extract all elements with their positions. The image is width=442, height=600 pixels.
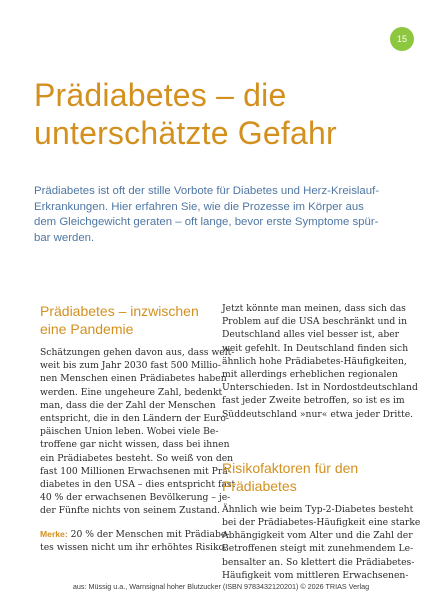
intro-line: Prädiabetes ist oft der stille Vorbote für Diabetes und Herz-Kreislauf- [34,185,380,197]
page-number: 15 [396,34,407,44]
body-line: werden. Eine ungeheure Zahl, bedenkt [40,386,223,398]
body-paragraph-risiko [222,503,421,582]
heading-line: Prädiabetes [222,477,297,494]
section-heading-pandemie [40,302,208,338]
body-line: Häufigkeit vom mittleren Erwachsenen- [222,569,409,581]
body-line: Süddeutschland »nur« etwa jeder Dritte. [222,408,414,420]
body-line: weit bis zum Jahr 2030 fast 500 Millio- [40,360,221,372]
body-line: troffene gar nicht wissen, dass bei ihnen [40,439,230,451]
body-line: mit allerdings erheblichen regionalen [222,369,398,381]
title-line: Prädiabetes – die [34,77,287,113]
body-paragraph [40,346,236,518]
body-line: ähnlich hohe Prädiabetes-Häufigkeiten, [222,355,407,367]
body-line: weit gefehlt. In Deutschland finden sich [222,342,409,354]
body-line: päischen Union leben. Wobei viele Be- [40,426,219,438]
body-line: Problem auf die USA beschränkt und in [222,316,408,328]
source-footer: aus: Müssig u.a., Warnsignal hoher Blutzucker (ISBN 9783432120201) © 2026 TRIAS Verlag [72,582,370,591]
body-line: Schätzungen gehen davon aus, dass welt- [40,347,235,358]
page-number-badge [390,27,414,51]
body-line: Deutschland alles viel besser ist, aber [222,329,400,341]
body-line: Abhängigkeit vom Alter und die Zahl der [222,530,413,542]
body-line: Unterschieden. Ist in Nordostdeutschland [222,382,418,394]
body-line: ein Prädiabetes besteht. So weiß von den [40,452,234,464]
body-line: fast 100 Millionen Erwachsenen mit Prä- [40,465,231,477]
note-label: Merke: [40,528,68,539]
body-line: entspricht, die in den Ländern der Euro- [40,413,230,425]
body-line: bei der Prädiabetes-Häufigkeit eine starke [222,517,421,529]
body-line: bensalter an. So klettert die Prädiabetes- [222,556,415,568]
title-line: unterschätzte Gefahr [34,115,337,151]
body-line: 40 % der erwachsenen Bevölkerung – je- [40,492,231,504]
left-column [40,302,236,554]
note-text-first: 20 % der Menschen mit Prädiabe- [67,528,230,540]
heading-line: eine Pandemie [40,321,134,337]
body-line: nen Menschen einen Prädiabetes haben [40,373,227,385]
intro-line: dem Gleichgewicht geraten – oft lange, bevor erste Symptome spür- [34,216,379,229]
chapter-title [34,76,337,152]
body-line: Ähnlich wie beim Typ-2-Diabetes besteht [222,503,414,515]
body-paragraph-deutschland [222,302,418,421]
heading-line: Risikofaktoren für den [222,459,359,476]
heading-line: Prädiabetes – inzwischen [40,303,199,319]
body-line: diabetes in den USA – dies entspricht fast [40,479,236,491]
right-column [222,302,421,582]
merke-note [40,528,230,554]
body-line: der Fünfte nichts von seinem Zustand. [40,505,221,517]
body-line: Betroffenen steigt mit zunehmendem Le- [222,543,414,555]
intro-line: bar werden. [34,231,95,244]
intro-paragraph [34,184,412,246]
note-text-second: tes wissen nicht um ihr erhöhtes Risiko. [40,541,227,553]
body-line: Jetzt könnte man meinen, dass sich das [222,303,406,314]
body-line: fast jeder Zweite betroffen, so ist es im [222,395,405,407]
note-line [40,528,230,541]
body-line: man, dass die der Zahl der Menschen [40,399,216,411]
section-heading-risikofaktoren [222,459,406,495]
intro-line: Erkrankungen. Hier erfahren Sie, wie die Prozesse im Körper aus [34,200,364,213]
